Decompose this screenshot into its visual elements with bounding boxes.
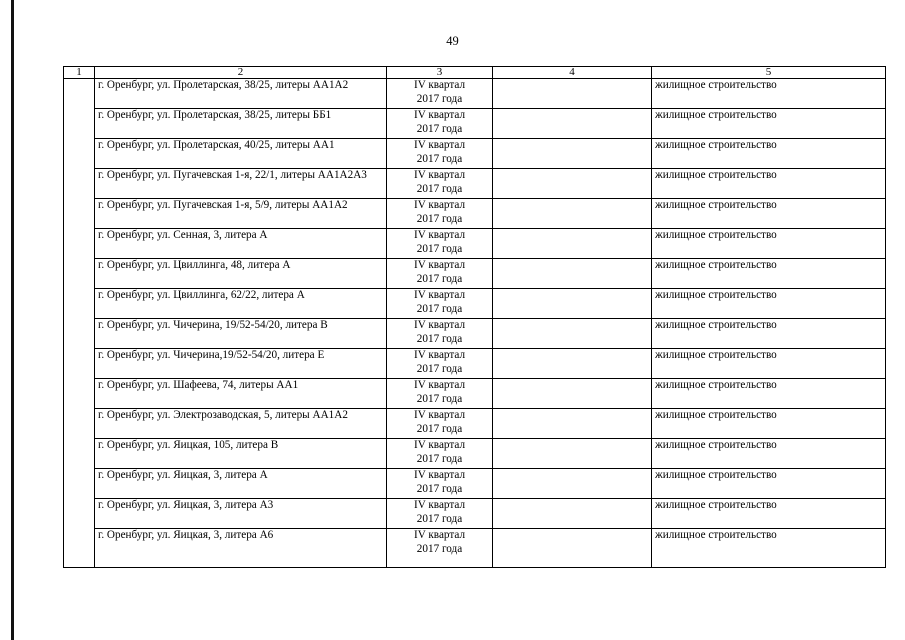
purpose-cell: жилищное строительство	[652, 199, 886, 229]
deadline-year: 2017 года	[416, 482, 463, 495]
purpose-cell: жилищное строительство	[652, 169, 886, 199]
deadline-year: 2017 года	[416, 422, 463, 435]
deadline-cell	[387, 139, 493, 169]
column-4-cell	[493, 79, 652, 109]
deadline-cell	[387, 439, 493, 469]
deadline-cell	[387, 529, 493, 568]
deadline-quarter: IV квартал	[413, 409, 466, 421]
deadline-cell	[387, 379, 493, 409]
deadline-cell	[387, 109, 493, 139]
address-cell: г. Оренбург, ул. Электрозаводская, 5, литеры АА1А2	[95, 409, 387, 439]
deadline-year: 2017 года	[416, 242, 463, 255]
table-row	[64, 319, 886, 349]
address-cell: г. Оренбург, ул. Пролетарская, 40/25, литеры АА1	[95, 139, 387, 169]
deadline-year: 2017 года	[416, 332, 463, 345]
purpose-cell: жилищное строительство	[652, 439, 886, 469]
purpose-cell: жилищное строительство	[652, 79, 886, 109]
column-header-2: 2	[95, 67, 387, 79]
address-cell: г. Оренбург, ул. Цвиллинга, 62/22, литера А	[95, 289, 387, 319]
purpose-cell: жилищное строительство	[652, 229, 886, 259]
purpose-cell: жилищное строительство	[652, 409, 886, 439]
deadline-quarter: IV квартал	[413, 229, 466, 241]
page-binding-edge	[11, 0, 14, 640]
column-4-cell	[493, 109, 652, 139]
deadline-year: 2017 года	[416, 542, 463, 555]
deadline-quarter: IV квартал	[413, 379, 466, 391]
table-row	[64, 259, 886, 289]
table-row	[64, 529, 886, 568]
deadline-cell	[387, 229, 493, 259]
table-row	[64, 199, 886, 229]
table-row	[64, 409, 886, 439]
table-body	[64, 67, 886, 568]
deadline-cell	[387, 289, 493, 319]
column-4-cell	[493, 379, 652, 409]
table-row	[64, 289, 886, 319]
deadline-quarter: IV квартал	[413, 169, 466, 181]
purpose-cell: жилищное строительство	[652, 109, 886, 139]
deadline-quarter: IV квартал	[413, 259, 466, 271]
table-row	[64, 79, 886, 109]
column-header-5: 5	[652, 67, 886, 79]
table-row	[64, 229, 886, 259]
purpose-cell: жилищное строительство	[652, 139, 886, 169]
table-header-row	[64, 67, 886, 79]
address-cell: г. Оренбург, ул. Пугачевская 1-я, 5/9, литеры АА1А2	[95, 199, 387, 229]
table-row	[64, 469, 886, 499]
purpose-cell: жилищное строительство	[652, 289, 886, 319]
purpose-cell: жилищное строительство	[652, 499, 886, 529]
deadline-year: 2017 года	[416, 302, 463, 315]
deadline-cell	[387, 79, 493, 109]
deadline-cell	[387, 409, 493, 439]
column-header-1: 1	[64, 67, 95, 79]
deadline-quarter: IV квартал	[413, 349, 466, 361]
column-4-cell	[493, 469, 652, 499]
address-cell: г. Оренбург, ул. Сенная, 3, литера А	[95, 229, 387, 259]
column-header-4: 4	[493, 67, 652, 79]
address-cell: г. Оренбург, ул. Яицкая, 3, литера А6	[95, 529, 387, 568]
purpose-cell: жилищное строительство	[652, 529, 886, 568]
deadline-cell	[387, 319, 493, 349]
table-row	[64, 439, 886, 469]
deadline-quarter: IV квартал	[413, 109, 466, 121]
deadline-year: 2017 года	[416, 152, 463, 165]
address-cell: г. Оренбург, ул. Чичерина,19/52-54/20, литера Е	[95, 349, 387, 379]
address-cell: г. Оренбург, ул. Яицкая, 3, литера А3	[95, 499, 387, 529]
deadline-year: 2017 года	[416, 92, 463, 105]
deadline-quarter: IV квартал	[413, 529, 466, 541]
table-row	[64, 499, 886, 529]
purpose-cell: жилищное строительство	[652, 319, 886, 349]
address-cell: г. Оренбург, ул. Пролетарская, 38/25, литеры АА1А2	[95, 79, 387, 109]
table-row	[64, 349, 886, 379]
deadline-year: 2017 года	[416, 182, 463, 195]
table-row	[64, 109, 886, 139]
column-4-cell	[493, 169, 652, 199]
deadline-cell	[387, 199, 493, 229]
column-4-cell	[493, 139, 652, 169]
deadline-year: 2017 года	[416, 122, 463, 135]
address-cell: г. Оренбург, ул. Пугачевская 1-я, 22/1, литеры АА1А2А3	[95, 169, 387, 199]
purpose-cell: жилищное строительство	[652, 349, 886, 379]
deadline-year: 2017 года	[416, 362, 463, 375]
deadline-year: 2017 года	[416, 512, 463, 525]
column-4-cell	[493, 529, 652, 568]
deadline-year: 2017 года	[416, 452, 463, 465]
column-4-cell	[493, 319, 652, 349]
deadline-cell	[387, 499, 493, 529]
address-cell: г. Оренбург, ул. Цвиллинга, 48, литера А	[95, 259, 387, 289]
table-row	[64, 139, 886, 169]
column-4-cell	[493, 349, 652, 379]
address-cell: г. Оренбург, ул. Яицкая, 105, литера В	[95, 439, 387, 469]
column-4-cell	[493, 229, 652, 259]
column-4-cell	[493, 409, 652, 439]
address-cell: г. Оренбург, ул. Яицкая, 3, литера А	[95, 469, 387, 499]
deadline-quarter: IV квартал	[413, 79, 466, 91]
deadline-year: 2017 года	[416, 272, 463, 285]
deadline-quarter: IV квартал	[413, 139, 466, 151]
number-column-cell	[64, 79, 95, 568]
deadline-cell	[387, 259, 493, 289]
deadline-quarter: IV квартал	[413, 469, 466, 481]
table-row	[64, 379, 886, 409]
deadline-cell	[387, 169, 493, 199]
table-row	[64, 169, 886, 199]
column-header-3: 3	[387, 67, 493, 79]
column-4-cell	[493, 259, 652, 289]
address-cell: г. Оренбург, ул. Чичерина, 19/52-54/20, литера В	[95, 319, 387, 349]
deadline-cell	[387, 349, 493, 379]
deadline-year: 2017 года	[416, 392, 463, 405]
column-4-cell	[493, 499, 652, 529]
deadline-cell	[387, 469, 493, 499]
purpose-cell: жилищное строительство	[652, 259, 886, 289]
deadline-quarter: IV квартал	[413, 289, 466, 301]
address-cell: г. Оренбург, ул. Шафеева, 74, литеры АА1	[95, 379, 387, 409]
purpose-cell: жилищное строительство	[652, 379, 886, 409]
column-4-cell	[493, 439, 652, 469]
deadline-quarter: IV квартал	[413, 319, 466, 331]
deadline-year: 2017 года	[416, 212, 463, 225]
deadline-quarter: IV квартал	[413, 439, 466, 451]
page-number: 49	[446, 34, 459, 48]
deadline-quarter: IV квартал	[413, 499, 466, 511]
deadline-quarter: IV квартал	[413, 199, 466, 211]
purpose-cell: жилищное строительство	[652, 469, 886, 499]
land-plots-table	[63, 66, 886, 568]
column-4-cell	[493, 289, 652, 319]
column-4-cell	[493, 199, 652, 229]
address-cell: г. Оренбург, ул. Пролетарская, 38/25, литеры ББ1	[95, 109, 387, 139]
